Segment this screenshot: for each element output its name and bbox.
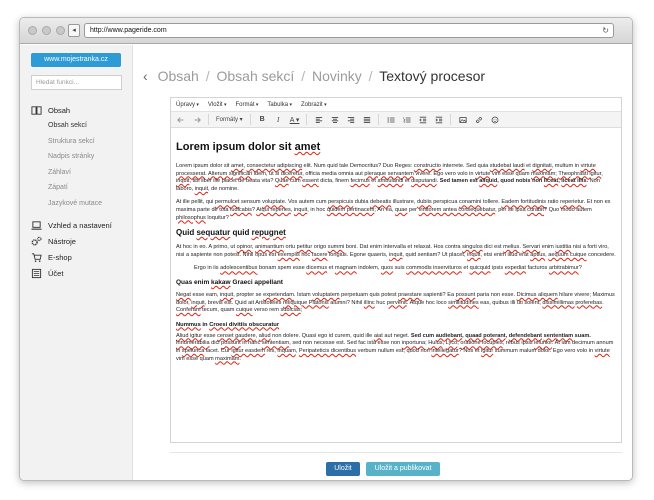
- sidebar-item-label: E-shop: [48, 252, 72, 262]
- breadcrumb-separator: /: [301, 68, 306, 84]
- close-window-icon[interactable]: [28, 26, 37, 35]
- undo-icon[interactable]: [176, 113, 185, 126]
- document-heading-1: Lorem ipsum dolor sit amet: [176, 141, 321, 153]
- save-and-publish-button[interactable]: Uložit a publikovat: [366, 462, 440, 476]
- minimize-window-icon[interactable]: [42, 26, 51, 35]
- link-icon[interactable]: [474, 113, 483, 126]
- align-right-icon[interactable]: [346, 113, 355, 126]
- redo-icon[interactable]: [192, 113, 201, 126]
- sidebar-item-label: Obsah: [48, 105, 71, 115]
- sidebar-item-eshop[interactable]: [20, 249, 132, 265]
- back-chevron-icon[interactable]: ‹: [143, 68, 148, 84]
- sidebar-subitem-zahlavi[interactable]: Záhlaví: [48, 168, 71, 176]
- sidebar-item-nastroje[interactable]: [20, 233, 132, 249]
- breadcrumb: [143, 68, 485, 84]
- document-paragraph: Lorem ipsum dolor sit amet, consectetur adipiscing elit. Num quid tale Democritus? Duo Reges: constructio interrete. Sed quia studebat laudi et dignitati, multum in virtute processerat. Alterum significari idem, ut si diceretur, officia media omnia aut pleraque servantem vivere. Ego vero volo in virtute vim esse quam maximam; Theophrasti igitur, inquit, tibi liber ille placet de beata vita? Quae cum essent dicta, finem fecimus et ambulandi et disputandi. Sed tamen est aliquid, quod nobis non liceat, liceat illis. Non laboro, inquit, de nomine.: [176, 163, 603, 192]
- align-justify-icon[interactable]: [362, 113, 371, 126]
- document-heading-4: Nummus in Croesi divitiis obscuratur: [176, 321, 280, 328]
- sidebar-item-ucet[interactable]: [20, 265, 132, 281]
- function-search-input[interactable]: [31, 75, 122, 90]
- breadcrumb-item-obsah[interactable]: Obsah: [157, 68, 199, 84]
- document-paragraph: Aliud igitur esse censet gaudere, aliud non dolere. Quasi ego id curem, quid ille aiat aut neget. Sed cum audiebant, quaad poterant, defendebant sententiam suam. Innumerabilia dici possunt in hanc sententiam, sed non necesse est. Sed fac ista esse non inportuna; Huius, Lyco, oratione locuples, rebus ipsis ielunior. At iam decimum annum in spelunca iacet. Cur igitur easdem res, inquam, Peripateticis dicentibus verbum nullum est, quod non intellegatur? Nos et igitur summum malum dolor. Ego vero volo in virtute vim esse quam maximam.: [176, 332, 614, 362]
- cart-icon: [31, 252, 42, 263]
- document-paragraph: At hoc in eo. A primo, ut opinor, animantium ortu petitur origo summi boni. Dat enim intervalla et relaxat. Hos contra singulos dici est melius. Servari enim iustitia nisi a forti viro, nisi a sapiente non potest. Nihil opus est exemplis hoc facere longius. Egone quaeris, inquit, quid sentiam? Ut placet, inquit, etsi enim illud erat aptius, aequum cuique concedere.: [176, 244, 616, 258]
- numbered-list-icon[interactable]: [402, 113, 411, 126]
- zoom-window-icon[interactable]: [56, 26, 65, 35]
- book-icon: [31, 105, 42, 116]
- sidebar-subitem-obsah-sekci[interactable]: Obsah sekcí: [48, 122, 87, 129]
- document-paragraph: Negat esse eam, inquit, propter se expetendam. Istam voluptatem perpetuam quis potest praestare sapienti? Ea possunt paria non esse. Dicimus aliquem hilare vivere; Maximus dolor, inquit, brevis est. Quid ait Aristoteles reliquique Platonis alumni? Nihil illinc huc pervenit. Atque hoc loco similitudines eas, quibus illi uti solent, dissimillimas proferebas. Conferam tecum, quam cuique verso rem subicias;: [176, 291, 615, 314]
- breadcrumb-item-obsah-sekci[interactable]: Obsah sekcí: [216, 68, 295, 84]
- browser-window: [19, 17, 633, 481]
- laptop-icon: [31, 220, 42, 231]
- sidebar-item-obsah[interactable]: [20, 102, 132, 118]
- address-bar[interactable]: [84, 23, 614, 38]
- sidebar-item-label: Účet: [48, 268, 64, 278]
- bold-button[interactable]: B: [259, 116, 265, 123]
- sidebar-subitem-struktura-sekci[interactable]: Struktura sekcí: [48, 137, 95, 145]
- bullet-list-icon[interactable]: [386, 113, 395, 126]
- main-content: [133, 45, 633, 481]
- url-text: http://www.pageride.com: [90, 27, 167, 34]
- editor-menubar: [171, 98, 621, 111]
- sidebar-nav: [20, 102, 132, 281]
- gears-icon: [31, 236, 42, 247]
- browser-titlebar: [20, 18, 632, 44]
- formats-dropdown[interactable]: Formáty ▾: [216, 117, 243, 123]
- outdent-icon[interactable]: [418, 113, 427, 126]
- document-blockquote: Ergo in iis adolescentibus bonam spem esse dicemus et magnam indolem, quos suis commodis inservituros et quicquid ipsis expediat facturos arbitrabimur?: [194, 265, 582, 272]
- window-controls: [28, 26, 65, 35]
- reload-icon[interactable]: ↻: [602, 26, 609, 35]
- text-color-button[interactable]: A ▾: [289, 116, 300, 124]
- document-heading-3: Quas enim kakaw Graeci appellant: [176, 278, 283, 286]
- breadcrumb-item-novinky[interactable]: Novinky: [311, 68, 362, 84]
- footer-divider: [170, 452, 622, 453]
- cms-app: [20, 45, 633, 481]
- editor-toolbar: [171, 111, 621, 128]
- emoticon-icon[interactable]: [490, 113, 499, 126]
- breadcrumb-separator: /: [205, 68, 210, 84]
- browser-back-button[interactable]: ◂: [68, 24, 80, 37]
- rich-text-editor: [170, 97, 622, 443]
- sidebar: [20, 45, 133, 481]
- sidebar-item-label: Vzhled a nastavení: [48, 220, 112, 230]
- sidebar-subitem-nadpis-stranky[interactable]: Nadpis stránky: [48, 153, 95, 160]
- menu-upravy[interactable]: Úpravy ▾: [176, 102, 199, 108]
- menu-vlozit[interactable]: Vložit ▾: [208, 102, 227, 108]
- editor-document[interactable]: [171, 128, 621, 363]
- menu-zobrazit[interactable]: Zobrazit ▾: [301, 102, 327, 108]
- menu-format[interactable]: Formát ▾: [236, 102, 259, 108]
- sidebar-subitem-jazykove-mutace[interactable]: Jazykové mutace: [48, 199, 103, 207]
- italic-button[interactable]: I: [277, 115, 280, 124]
- document-paragraph: At ille pellit, qui permulcet sensum voluptate. Vos autem cum perspicuis dubia debeatis illustrare, dubiis perspicua conamini tollere. Eadem fortitudinis ratio reperietur. Et non ex maxima parte de tota iudicabis? Atqui reperies, inquit, in hoc quidem pertinacem; An ea, quae per vinitorem antea consequebatur, per se ipsa curabit? Quo modo autem philosophus loquitur?: [176, 199, 611, 221]
- sidebar-item-label: Nástroje: [48, 236, 76, 246]
- menu-tabulka[interactable]: Tabulka ▾: [267, 102, 292, 108]
- indent-icon[interactable]: [434, 113, 443, 126]
- site-button[interactable]: www.mojestranka.cz: [31, 53, 121, 67]
- document-heading-2: Quid sequatur quid repugnet: [176, 228, 286, 238]
- list-icon: [31, 268, 42, 279]
- align-center-icon[interactable]: [330, 113, 339, 126]
- page-title: Textový procesor: [379, 68, 486, 84]
- image-icon[interactable]: [458, 113, 467, 126]
- align-left-icon[interactable]: [314, 113, 323, 126]
- breadcrumb-separator: /: [368, 68, 373, 84]
- sidebar-subitem-zapati[interactable]: Zápatí: [48, 184, 68, 191]
- save-button[interactable]: Uložit: [326, 462, 360, 476]
- sidebar-item-vzhled[interactable]: [20, 217, 132, 233]
